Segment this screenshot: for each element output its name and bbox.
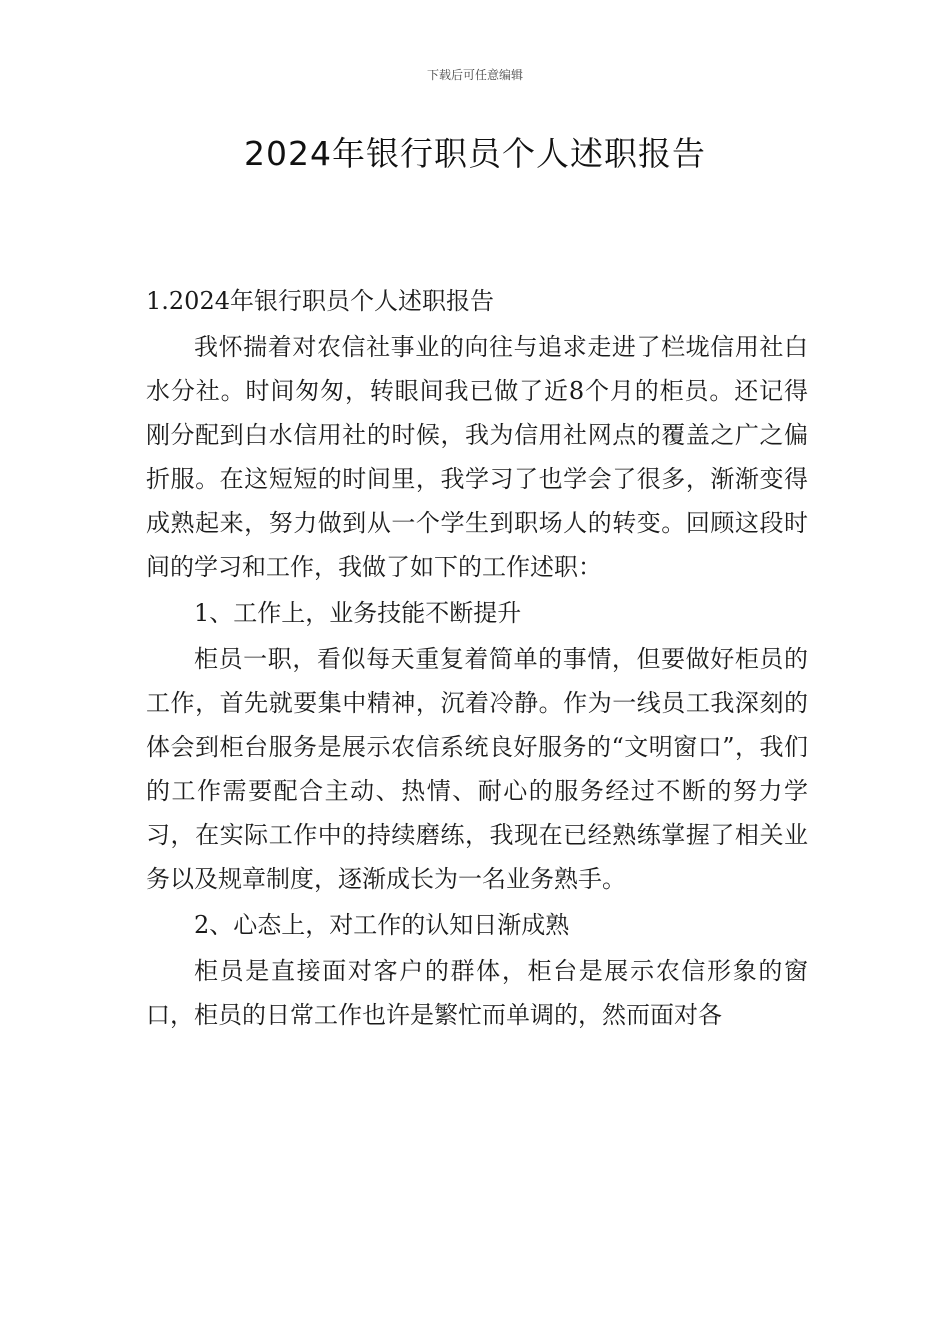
document-body <box>146 279 808 1039</box>
section-heading: 1.2024年银行职员个人述职报告 <box>146 287 494 315</box>
header-note: 下载后可任意编辑 <box>426 68 523 82</box>
document-title: 2024年银行职员个人述职报告 <box>244 134 706 173</box>
subheading: 1、工作上，业务技能不断提升 <box>194 599 522 627</box>
paragraph: 我怀揣着对农信社事业的向往与追求走进了栏垅信用社白水分社。时间匆匆，转眼间我已做了近8个月的柜员。还记得刚分配到白水信用社的时候，我为信用社网点的覆盖之广之偏折服。在这短短的时间里，我学习了也学会了很多，渐渐变得成熟起来，努力做到从一个学生到职场人的转变。回顾这段时间的学习和工作，我做了如下的工作述职： <box>146 333 808 581</box>
paragraph: 柜员一职，看似每天重复着简单的事情，但要做好柜员的工作，首先就要集中精神，沉着冷静。作为一线员工我深刻的体会到柜台服务是展示农信系统良好服务的“文明窗口”，我们的工作需要配合主动、热情、耐心的服务经过不断的努力学习，在实际工作中的持续磨练，我现在已经熟练掌握了相关业务以及规章制度，逐渐成长为一名业务熟手。 <box>146 645 808 893</box>
subheading: 2、心态上，对工作的认知日渐成熟 <box>194 911 570 939</box>
paragraph: 柜员是直接面对客户的群体，柜台是展示农信形象的窗口，柜员的日常工作也许是繁忙而单调的，然而面对各 <box>146 957 808 1029</box>
